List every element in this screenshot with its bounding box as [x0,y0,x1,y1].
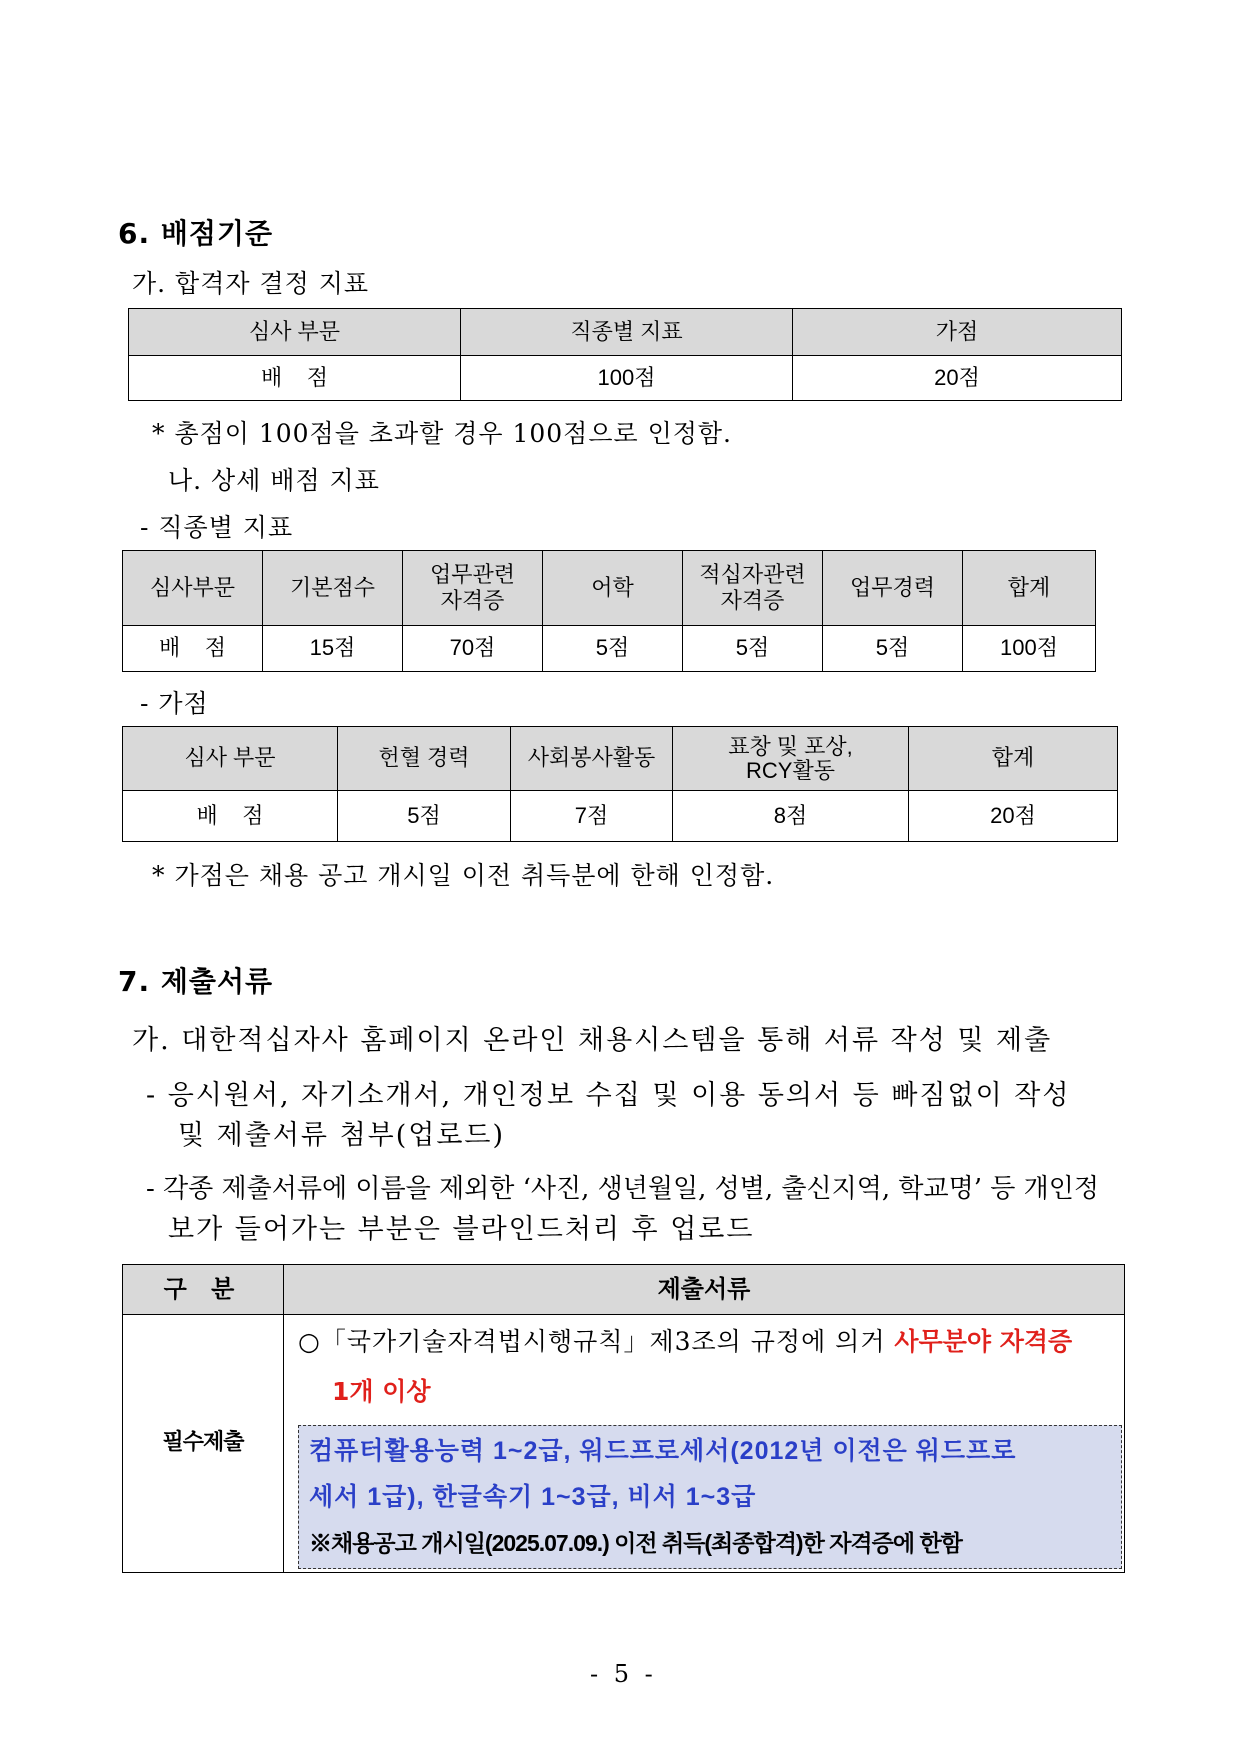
table2-header-cell: 심사부문 [123,551,263,626]
section-6-title: 6. 배점기준 [118,217,274,250]
table2-cell: 5점 [543,626,683,672]
table3-header-cell: 헌혈 경력 [338,727,511,791]
table4-row-label: 필수제출 [123,1315,284,1573]
table1-cell: 20점 [793,356,1122,401]
table-decision-index [128,308,1122,401]
table2-header-cell: 합계 [963,551,1096,626]
table3-header-cell: 사회봉사활동 [511,727,673,791]
required-item-highlight: 사무분야 자격증 [894,1327,1073,1356]
table1-cell: 배 점 [129,356,461,401]
table3-header-cell: 심사 부문 [123,727,338,791]
table4-docs-cell [284,1315,1125,1573]
table3-header-cell: 합계 [909,727,1118,791]
dash-bonus: - 가점 [140,689,209,718]
bullet-blind-line2: 보가 들어가는 부분은 블라인드처리 후 업로드 [168,1214,755,1245]
table2-cell: 100점 [963,626,1096,672]
table2-cell: 5점 [683,626,823,672]
section-7-title: 7. 제출서류 [118,965,274,998]
table3-cell: 5점 [338,791,511,842]
section-6-sub-a: 가. 합격자 결정 지표 [132,269,369,298]
required-item-prefix: ○「국가기술자격법시행규칙」제3조의 규정에 의거 [298,1327,895,1356]
required-item-line1 [298,1327,1072,1357]
table2-cell: 15점 [263,626,403,672]
qualification-box [298,1425,1122,1569]
bullet-forms-line1: - 응시원서, 자기소개서, 개인정보 수집 및 이용 동의서 등 빠짐없이 작성 [146,1080,1071,1111]
table1-header-cell: 심사 부문 [129,309,461,356]
page-number: - 5 - [590,1660,657,1688]
dash-job-index: - 직종별 지표 [140,513,294,542]
qualification-list-line1: 컴퓨터활용능력 1~2급, 워드프로세서(2012년 이전은 워드프로 [309,1437,1017,1465]
table4-header-category: 구 분 [123,1265,284,1315]
bullet-blind-line1: - 각종 제출서류에 이름을 제외한 ‘사진, 생년월일, 성별, 출신지역, 학교명’ 등 개인정 [146,1174,1099,1204]
table-job-index [122,550,1096,672]
table-bonus [122,726,1118,842]
table1-header-cell: 가점 [793,309,1122,356]
table3-cell: 8점 [673,791,909,842]
table2-cell: 배 점 [123,626,263,672]
table2-header-cell: 기본점수 [263,551,403,626]
table3-cell: 배 점 [123,791,338,842]
table3-header-cell: 표창 및 포상, RCY활동 [673,727,909,791]
table2-header-cell: 업무관련 자격증 [403,551,543,626]
table-required-docs [122,1264,1125,1573]
table3-cell: 7점 [511,791,673,842]
section-6-sub-b: 나. 상세 배점 지표 [168,466,380,495]
required-item-count: 1개 이상 [332,1377,431,1406]
table1-header-cell: 직종별 지표 [461,309,793,356]
table1-cell: 100점 [461,356,793,401]
qualification-list-line2: 세서 1급), 한글속기 1~3급, 비서 1~3급 [309,1483,757,1511]
table4-header-docs: 제출서류 [284,1265,1125,1315]
table2-cell: 5점 [823,626,963,672]
table2-header-cell: 업무경력 [823,551,963,626]
table2-header-cell: 어학 [543,551,683,626]
note-bonus: * 가점은 채용 공고 개시일 이전 취득분에 한해 인정함. [152,861,775,890]
table2-cell: 70점 [403,626,543,672]
qualification-note: ※채용공고 개시일(2025.07.09.) 이전 취득(최종합격)한 자격증에 한함 [309,1530,962,1556]
table3-cell: 20점 [909,791,1118,842]
bullet-forms-line2: 및 제출서류 첨부(업로드) [178,1120,506,1151]
note-total-score: * 총점이 100점을 초과할 경우 100점으로 인정함. [152,419,732,448]
table2-header-cell: 적십자관련 자격증 [683,551,823,626]
section-7-sub-a: 가. 대한적십자사 홈페이지 온라인 채용시스템을 통해 서류 작성 및 제출 [132,1025,1053,1056]
